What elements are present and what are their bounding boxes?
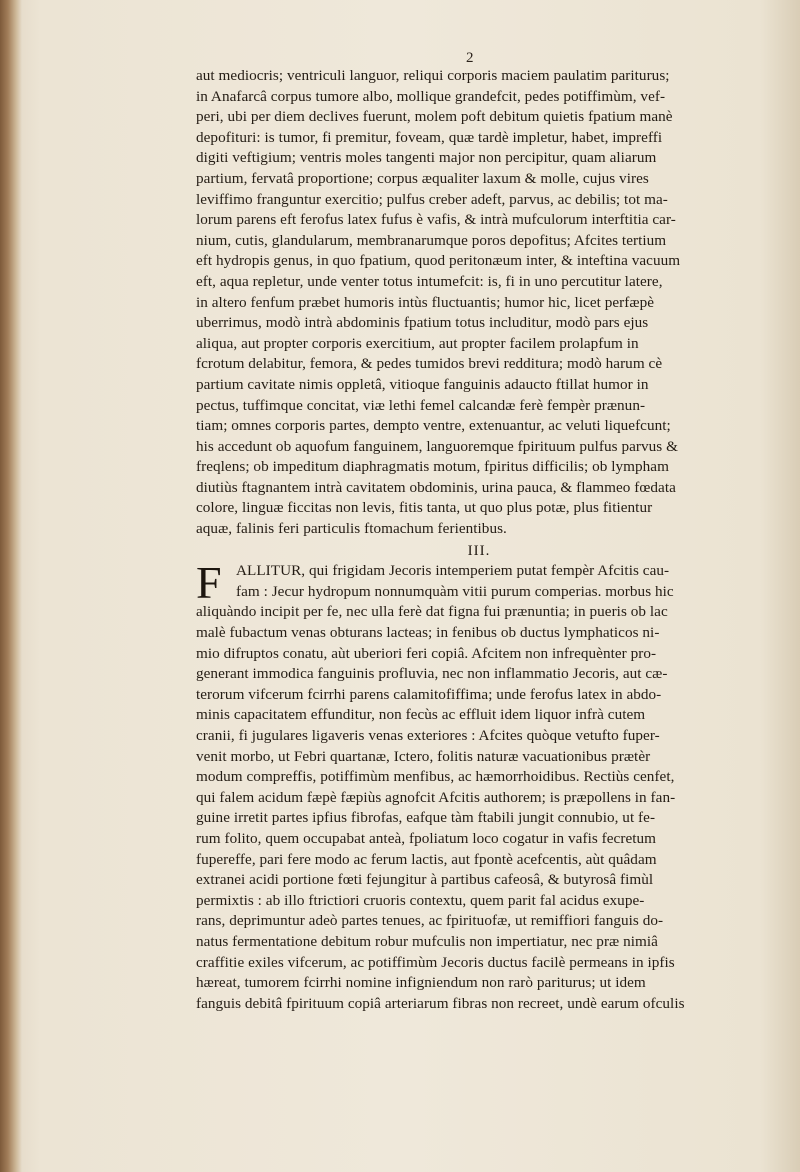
section-heading: III. [467,542,491,559]
text-line: venit morbo, ut Febri quartanæ, Ictero, folitis naturæ vacuationibus prætèr [196,747,651,765]
text-line: partium, fervatâ proportione; corpus æqualiter laxum & molle, cujus vires [196,169,649,187]
text-line: rans, deprimuntur adeò partes tenues, ac fpirituofæ, ut remiffiori fanguis do- [196,912,664,930]
text-line: peri, ubi per diem declives fuerunt, molem poft debitum quietis fpatium manè [196,108,673,126]
text-line: freqlens; ob impeditum diaphragmatis motum, fpiritus difficilis; ob lympham [196,458,669,476]
text-line: rum folito, quem occupabat anteà, fpoliatum loco cogatur in vafis fecretum [196,829,657,847]
text-line: hæreat, tumorem fcirrhi nomine infigniendum non rarò pariturus; ut idem [196,974,646,992]
text-line: mio difruptos conatu, aùt uberiori feri copiâ. Afcitem non infrequènter pro- [196,644,657,662]
paragraph-2 [196,557,762,1014]
text-line: diutiùs ftagnantem intrà cavitatem obdominis, urina pauca, & flammeo fœdata [196,478,676,496]
text-line: craffitie exiles vifcerum, ac potiffimùm Jecoris ductus facilè permeans in ipfis [196,953,675,971]
text-line: fupereffe, pari fere modo ac ferum lactis, aut fpontè acefcentis, aùt quâdam [196,850,657,868]
drop-cap: F [196,557,222,609]
text-line: uberrimus, modò intrà abdominis fpatium totus includitur, modò pars ejus [196,314,649,332]
paragraph-1 [196,66,762,540]
text-line: extranei acidi portione fœti fejungitur à partibus cafeosâ, & butyrosâ fimùl [196,871,654,889]
text-line: digiti veftigium; ventris moles tangenti major non percipitur, quam aliarum [196,149,657,167]
text-line: cranii, fi jugulares ligaveris venas exteriores : Afcites quòque vetufto fuper- [196,727,660,744]
text-line: aquæ, falinis feri particulis ftomachum ferientibus. [196,520,507,538]
text-line: aliqua, aut propter corporis exercitium, aut propter facilem prolapfum in [196,334,639,352]
text-line: fcrotum delabitur, femora, & pedes tumidos brevi redditura; modò harum cè [196,355,663,373]
text-line: permixtis : ab illo ftrictiori cruoris contextu, quem parit fal acidus exupe- [196,891,645,909]
text-line: lorum parens eft ferofus latex fufus è vafis, & intrà mufculorum interftitia car- [196,211,676,229]
text-line: colore, linguæ ficcitas non levis, fitis tanta, ut quo plus potæ, plus fitientur [196,499,653,517]
text-line: modum compreffis, potiffimùm menfibus, ac hæmorrhoidibus. Rectiùs cenfet, [196,768,675,786]
text-line: in Anafarcâ corpus tumore albo, mollique grandefcit, pedes potiffimùm, vef- [196,87,666,105]
text-line: generant immodica fanguinis profluvia, nec non inflammatio Jecoris, aut cæ- [196,665,668,683]
text-line: in altero fenfum præbet humoris intùs fluctuantis; humor hic, licet perfæpè [196,293,655,311]
book-spine [0,0,22,1172]
text-line: tiam; omnes corporis partes, dempto ventre, extenuantur, ac veluti liquefcunt; [196,417,671,435]
text-line: aliquàndo incipit per fe, nec ulla ferè dat figna fui prænuntia; in pueris ob lac [196,603,668,621]
text-line: terorum vifcerum fcirrhi parens calamitofiffima; unde ferofus latex in abdo- [196,685,662,703]
text-line: natus fermentatione debitum robur mufculis non impertiatur, nec præ nimiâ [196,932,658,950]
text-line: depofituri: is tumor, fi premitur, foveam, quæ tardè impletur, habet, impreffi [196,128,663,146]
text-line: eft hydropis genus, in quo fpatium, quod peritonæum inter, & inteftina vacuum [196,252,681,270]
text-line: aut mediocris; ventriculi languor, reliqui corporis maciem paulatim pariturus; [196,67,670,84]
text-line: qui falem acidum fæpè fæpiùs agnofcit Afcitis authorem; is præpollens in fan- [196,788,676,806]
text-line: pectus, tuffimque concitat, viæ lethi femel calcandæ ferè fempèr prænun- [196,396,646,414]
text-line: malè fubactum venas obturans lacteas; in fenibus ob ductus lymphaticos ni- [196,624,660,642]
text-line: fanguis debitâ fpirituum copiâ arteriarum fibras non recreet, undè earum ofculis [196,994,685,1012]
text-line: fam : Jecur hydropum nonnumquàm vitii purum comperias. morbus hic [236,582,674,600]
page-number: 2 [466,50,474,66]
text-line: his accedunt ob aquofum fanguinem, languoremque fpirituum pulfus parvus & [196,437,678,455]
text-line: eft, aqua repletur, unde venter totus intumefcit: is, fi in uno percutitur latere, [196,272,663,290]
text-line: partium cavitate nimis oppletâ, vitioque fanguinis adaucto ftillat humor in [196,375,649,393]
text-line: nium, cutis, glandularum, membranarumque poros depofitus; Afcites tertium [196,231,667,249]
text-line: leviffimo franguntur exercitio; pulfus creber adeft, parvus, ac debilis; tot ma- [196,190,668,208]
text-line: guine irretit partes ipfius fibrofas, eafque tàm ftabili jungit connubio, ut fe- [196,809,656,827]
text-line: minis capacitatem effunditur, non fecùs ac effluit idem liquor infrà cutem [196,706,646,724]
text-line: ALLITUR, qui frigidam Jecoris intemperiem putat fempèr Afcitis cau- [236,562,670,580]
body-text [196,66,762,1014]
